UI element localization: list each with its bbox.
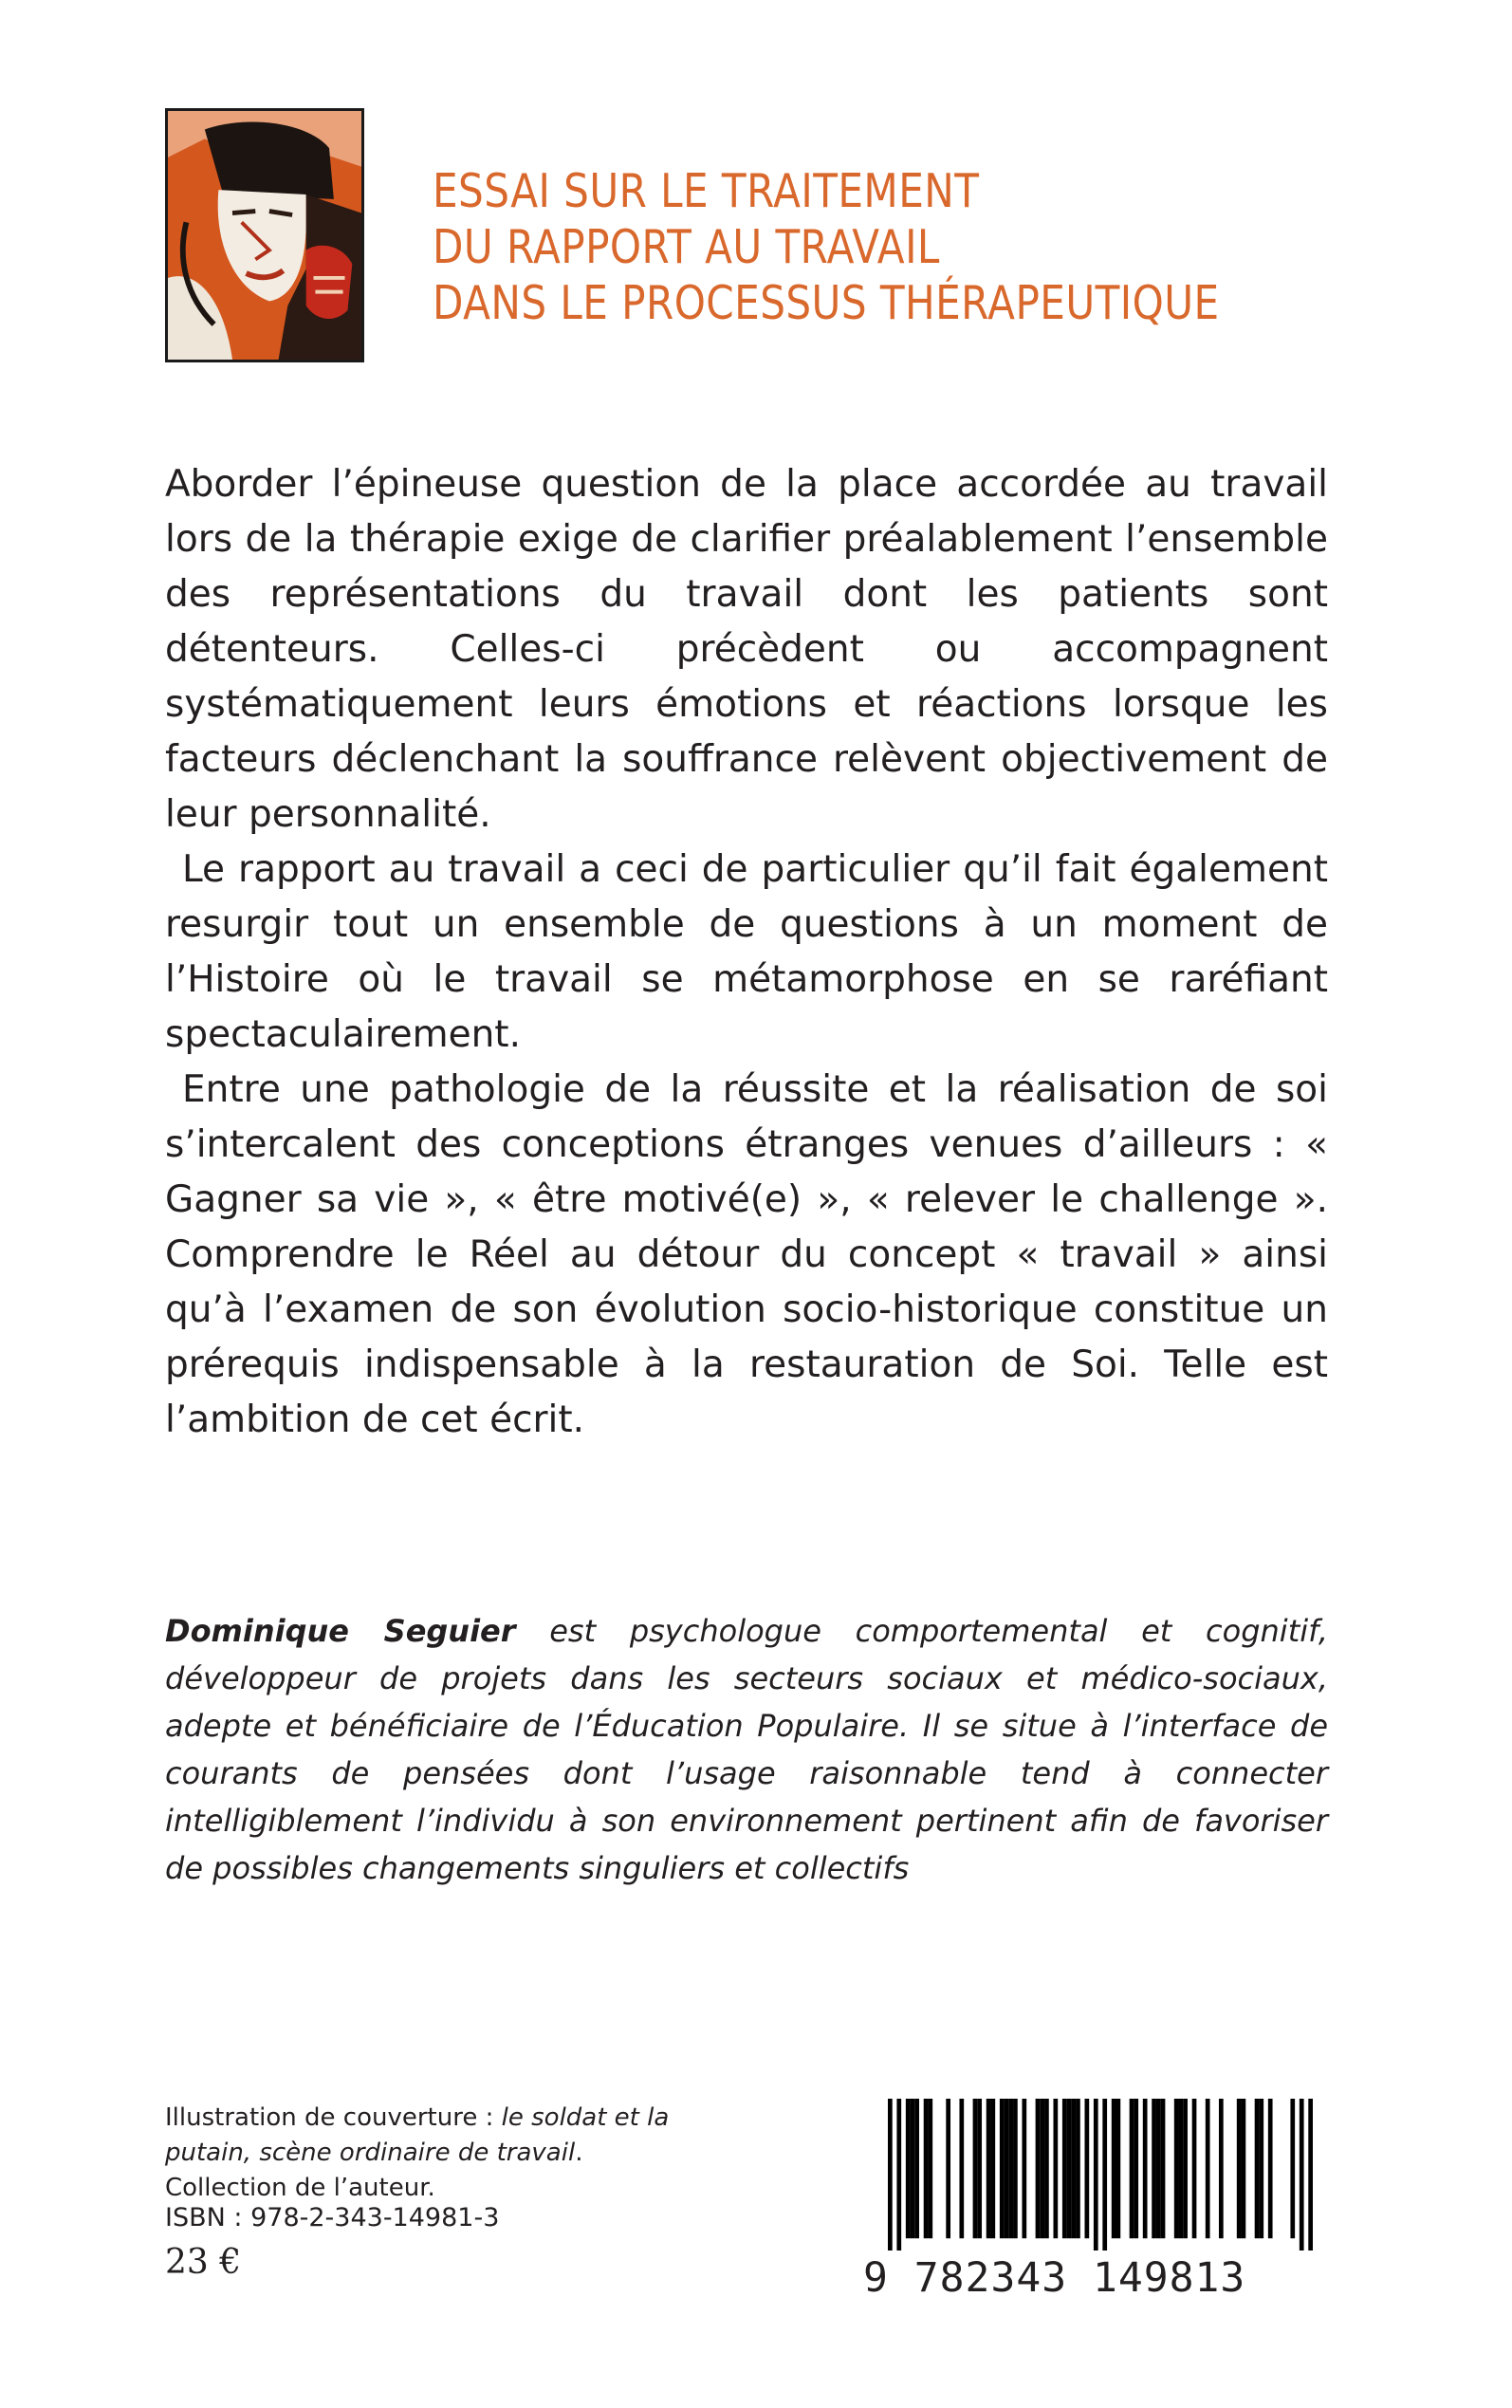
price: 23 € <box>165 2243 242 2282</box>
barcode-bar <box>1044 2099 1049 2238</box>
barcode-bar <box>1134 2099 1138 2238</box>
barcode-bar <box>986 2099 991 2238</box>
blurb-paragraph: Entre une pathologie de la réussite et la réalisation de soi s’intercalent des conceptions étranges venues d’ailleurs : « Gagner sa vie », « être motivé(e) », « relever le challenge ». Comprendre le Réel au détour du concept « travail » ainsi qu’à l’examen de son évolution socio-historique constitue un prérequis indispensable à la restauration de Soi. Telle est l’ambition de cet écrit. <box>165 1068 1328 1441</box>
book-title <box>433 163 1248 331</box>
blurb-paragraph: Aborder l’épineuse question de la place accordée au travail lors de la thérapie exige de clarifier préalablement l’ensemble des représentations du travail dont les patients sont détenteurs. Celles-ci précèdent ou accompagnent systématiquement leurs émotions et réactions lorsque les facteurs déclenchant la souffrance relèvent objectivement de leur personnalité. <box>165 463 1328 836</box>
barcode-bar <box>1022 2099 1026 2238</box>
barcode-bar <box>1000 2099 1005 2238</box>
portrait-illustration-icon <box>168 111 361 360</box>
barcode-bar <box>1219 2099 1224 2238</box>
barcode-bar <box>1192 2099 1197 2238</box>
barcode-bar <box>1156 2099 1161 2238</box>
credit-suffix: . Collection de l’auteur. <box>165 2139 583 2202</box>
barcode-bar <box>928 2099 932 2238</box>
barcode-bar <box>1013 2099 1018 2238</box>
barcode-bar <box>977 2099 982 2238</box>
barcode-bar <box>1084 2099 1089 2238</box>
barcode-bar <box>914 2099 919 2238</box>
barcode-bar <box>1112 2099 1116 2238</box>
title-line: ESSAI SUR LE TRAITEMENT <box>433 164 980 218</box>
barcode-bar <box>1067 2099 1072 2238</box>
barcode-bar <box>1259 2099 1263 2238</box>
illustration-credit <box>165 2101 696 2206</box>
barcode-digits: 9 782343 149813 <box>863 2254 1246 2302</box>
barcode-bar <box>1102 2099 1107 2251</box>
barcode-bar <box>1062 2099 1067 2238</box>
barcode-bar <box>1237 2099 1242 2238</box>
barcode-bar <box>946 2099 950 2238</box>
barcode-bar <box>1053 2099 1058 2238</box>
title-line: DANS LE PROCESSUS THÉRAPEUTIQUE <box>433 276 1220 330</box>
barcode-bar <box>1290 2099 1295 2238</box>
barcode-bar <box>1179 2099 1184 2238</box>
cover-thumbnail <box>165 108 364 362</box>
barcode-bar <box>1008 2099 1013 2238</box>
barcode-bar <box>1268 2099 1273 2238</box>
barcode-bar <box>911 2099 915 2238</box>
author-name: Dominique Seguier <box>165 1613 516 1649</box>
barcode <box>863 2099 1318 2300</box>
barcode-bar <box>959 2099 964 2238</box>
barcode-bar <box>1130 2099 1134 2238</box>
author-bio-text: est psychologue comportemental et cognitif, développeur de projets dans les secteurs sociaux et médico-sociaux, adepte et bénéficiaire de l’Éducation Populaire. Il se situe à l’interface de courants de pensées dont l’usage raisonnable tend à connecter intelligiblement l’individu à son environnement pertinent afin de favoriser de possibles changements singuliers et collectifs <box>165 1613 1329 1886</box>
barcode-bar <box>1183 2099 1188 2238</box>
barcode-bar <box>1036 2099 1041 2238</box>
barcode-bar <box>1206 2099 1210 2238</box>
barcode-bars <box>888 2099 1313 2251</box>
barcode-bar <box>906 2099 911 2238</box>
barcode-bar <box>1161 2099 1166 2238</box>
barcode-bar <box>1174 2099 1179 2238</box>
barcode-bar <box>1255 2099 1260 2238</box>
barcode-bar <box>1143 2099 1148 2238</box>
author-bio <box>165 1607 1328 1892</box>
back-cover-blurb <box>165 457 1328 1448</box>
barcode-bar <box>896 2099 901 2251</box>
barcode-bar <box>973 2099 978 2238</box>
title-line: DU RAPPORT AU TRAVAIL <box>433 220 940 274</box>
blurb-paragraph: Le rapport au travail a ceci de particulier qu’il fait également resurgir tout un ensemble de questions à un moment de l’Histoire où le travail se métamorphose en se raréfiant spectaculairement. <box>165 848 1328 1056</box>
barcode-bar <box>924 2099 929 2238</box>
barcode-bar <box>1040 2099 1044 2238</box>
isbn: ISBN : 978-2-343-14981-3 <box>165 2203 500 2232</box>
barcode-bar <box>990 2099 995 2238</box>
credit-work-title: le soldat et la putain, scène ordinaire de travail <box>165 2103 670 2167</box>
barcode-bar <box>1152 2099 1156 2238</box>
barcode-bar <box>1094 2099 1098 2251</box>
barcode-bar <box>1005 2099 1009 2238</box>
barcode-bar <box>1242 2099 1246 2238</box>
barcode-bar <box>1076 2099 1080 2238</box>
credit-prefix: Illustration de couverture : <box>165 2103 502 2132</box>
barcode-bar <box>1116 2099 1121 2238</box>
barcode-bar <box>1308 2099 1313 2251</box>
barcode-bar <box>1071 2099 1076 2238</box>
barcode-bar <box>1300 2099 1304 2251</box>
barcode-bar <box>888 2099 893 2251</box>
